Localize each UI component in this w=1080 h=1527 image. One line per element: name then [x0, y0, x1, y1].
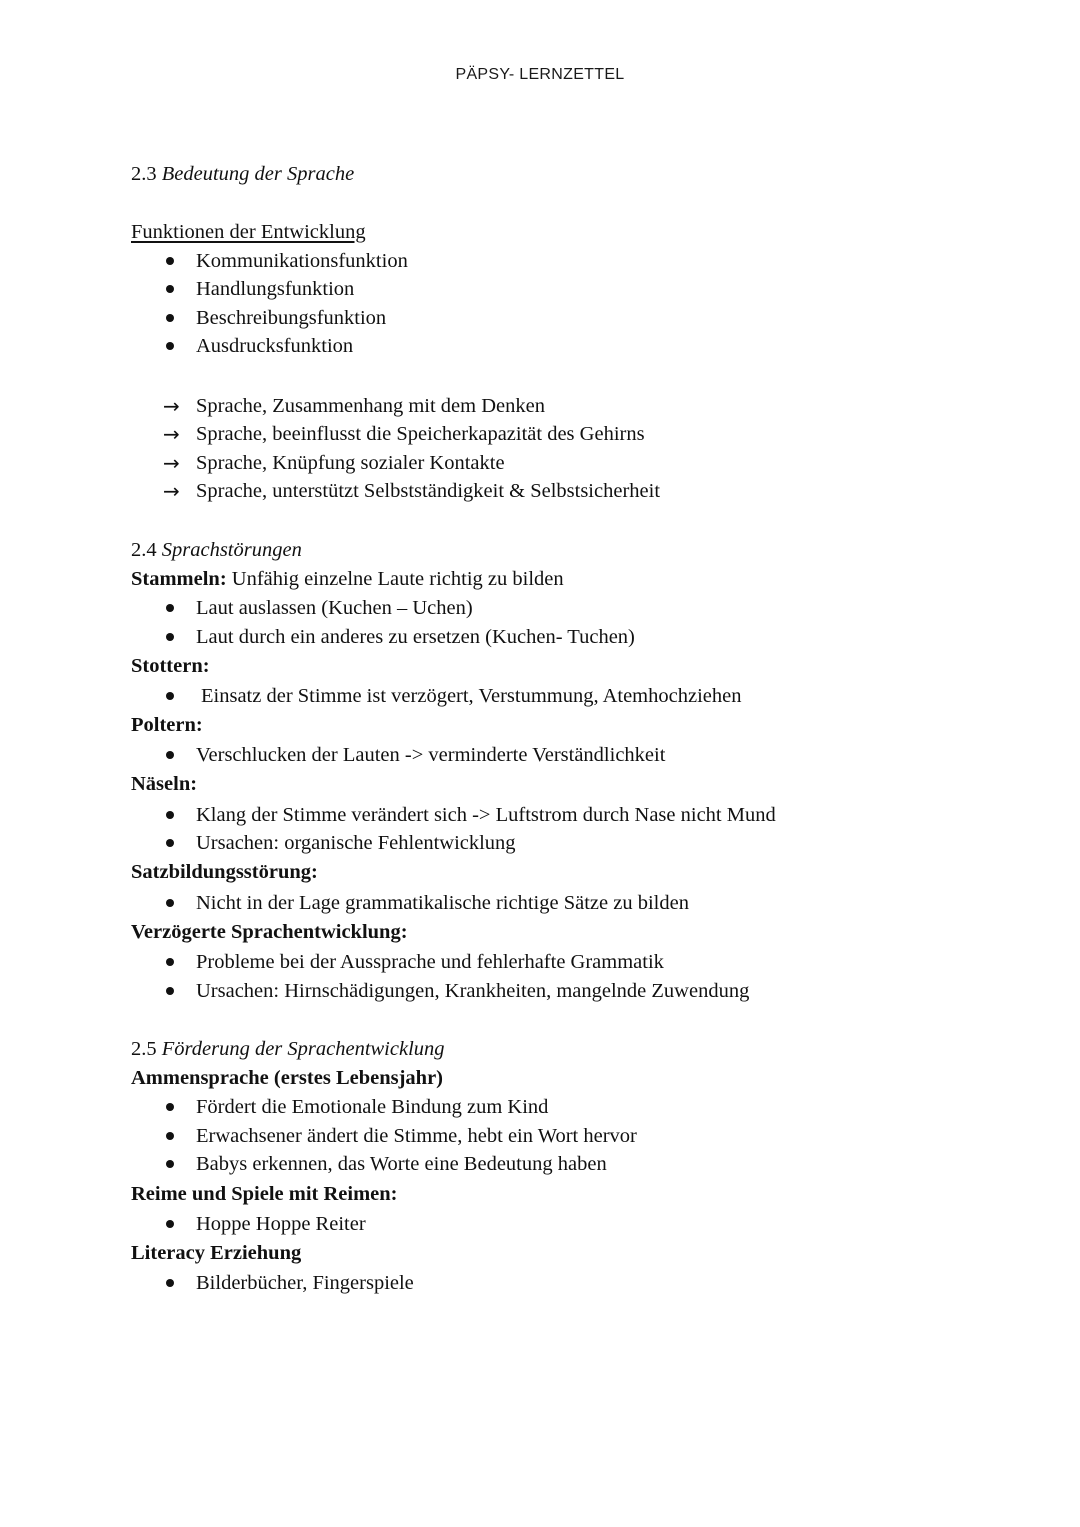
- term-label: Stammeln:: [131, 568, 227, 590]
- term-verzoegert: Verzögerte Sprachentwicklung:: [131, 921, 408, 943]
- bullet-icon: [166, 1279, 174, 1287]
- list-item: Kommunikationsfunktion: [196, 250, 408, 272]
- section-heading-2-5: [131, 1036, 445, 1062]
- subheading-funktionen: Funktionen der Entwicklung: [131, 221, 366, 243]
- section-title: Bedeutung der Sprache: [161, 163, 355, 185]
- bullet-icon: [166, 958, 174, 966]
- arrow-item: Sprache, unterstützt Selbstständigkeit & Selbstsicherheit: [196, 480, 661, 502]
- list-item: Einsatz der Stimme ist verzögert, Verstummung, Atemhochziehen: [201, 685, 742, 707]
- bullet-icon: [166, 1160, 174, 1168]
- arrow-item: Sprache, Zusammenhang mit dem Denken: [196, 395, 545, 417]
- section-title: Sprachstörungen: [161, 539, 302, 561]
- list-item: Erwachsener ändert die Stimme, hebt ein Wort hervor: [196, 1125, 637, 1147]
- bullet-icon: [166, 751, 174, 759]
- arrow-right-icon: →: [163, 451, 180, 475]
- term-naeseln: Näseln:: [131, 773, 198, 795]
- section-number: 2.3: [131, 163, 157, 185]
- bullet-icon: [166, 604, 174, 612]
- term-stottern: Stottern:: [131, 655, 210, 677]
- list-item: Nicht in der Lage grammatikalische richtige Sätze zu bilden: [196, 892, 689, 914]
- bullet-icon: [166, 839, 174, 847]
- bullet-icon: [166, 633, 174, 641]
- term-stammeln: [131, 566, 564, 592]
- term-ammensprache: Ammensprache (erstes Lebensjahr): [131, 1067, 443, 1089]
- arrow-item: Sprache, Knüpfung sozialer Kontakte: [196, 452, 505, 474]
- term-literacy: Literacy Erziehung: [131, 1242, 302, 1264]
- bullet-icon: [166, 1132, 174, 1140]
- list-item: Ursachen: organische Fehlentwicklung: [196, 832, 516, 854]
- arrow-right-icon: →: [163, 479, 180, 503]
- list-item: Verschlucken der Lauten -> verminderte Verständlichkeit: [196, 744, 666, 766]
- list-item: Ausdrucksfunktion: [196, 335, 354, 357]
- bullet-icon: [166, 314, 174, 322]
- list-item: Bilderbücher, Fingerspiele: [196, 1272, 414, 1294]
- list-item: Laut auslassen (Kuchen – Uchen): [196, 597, 473, 619]
- section-heading-2-4: [131, 537, 302, 563]
- list-item: Ursachen: Hirnschädigungen, Krankheiten, mangelnde Zuwendung: [196, 980, 750, 1002]
- arrow-right-icon: →: [163, 422, 180, 446]
- bullet-icon: [166, 1220, 174, 1228]
- bullet-icon: [166, 257, 174, 265]
- bullet-icon: [166, 1103, 174, 1111]
- term-description: Unfähig einzelne Laute richtig zu bilden: [226, 568, 564, 590]
- list-item: Probleme bei der Aussprache und fehlerhafte Grammatik: [196, 951, 664, 973]
- bullet-icon: [166, 692, 174, 700]
- list-item: Fördert die Emotionale Bindung zum Kind: [196, 1096, 549, 1118]
- arrow-right-icon: →: [163, 394, 180, 418]
- list-item: Babys erkennen, das Worte eine Bedeutung haben: [196, 1153, 607, 1175]
- list-item: Hoppe Hoppe Reiter: [196, 1213, 366, 1235]
- section-title: Förderung der Sprachentwicklung: [161, 1038, 445, 1060]
- list-item: Beschreibungsfunktion: [196, 307, 387, 329]
- term-poltern: Poltern:: [131, 714, 203, 736]
- arrow-item: Sprache, beeinflusst die Speicherkapazität des Gehirns: [196, 423, 645, 445]
- section-number: 2.5: [131, 1038, 157, 1060]
- bullet-icon: [166, 285, 174, 293]
- page-header: PÄPSY- LERNZETTEL: [455, 66, 625, 83]
- section-number: 2.4: [131, 539, 157, 561]
- list-item: Klang der Stimme verändert sich -> Luftstrom durch Nase nicht Mund: [196, 804, 776, 826]
- section-heading-2-3: [131, 161, 354, 187]
- bullet-icon: [166, 899, 174, 907]
- list-item: Handlungsfunktion: [196, 278, 355, 300]
- list-item: Laut durch ein anderes zu ersetzen (Kuchen- Tuchen): [196, 626, 635, 648]
- term-satzbildung: Satzbildungsstörung:: [131, 861, 318, 883]
- bullet-icon: [166, 342, 174, 350]
- term-reime: Reime und Spiele mit Reimen:: [131, 1183, 398, 1205]
- bullet-icon: [166, 987, 174, 995]
- bullet-icon: [166, 811, 174, 819]
